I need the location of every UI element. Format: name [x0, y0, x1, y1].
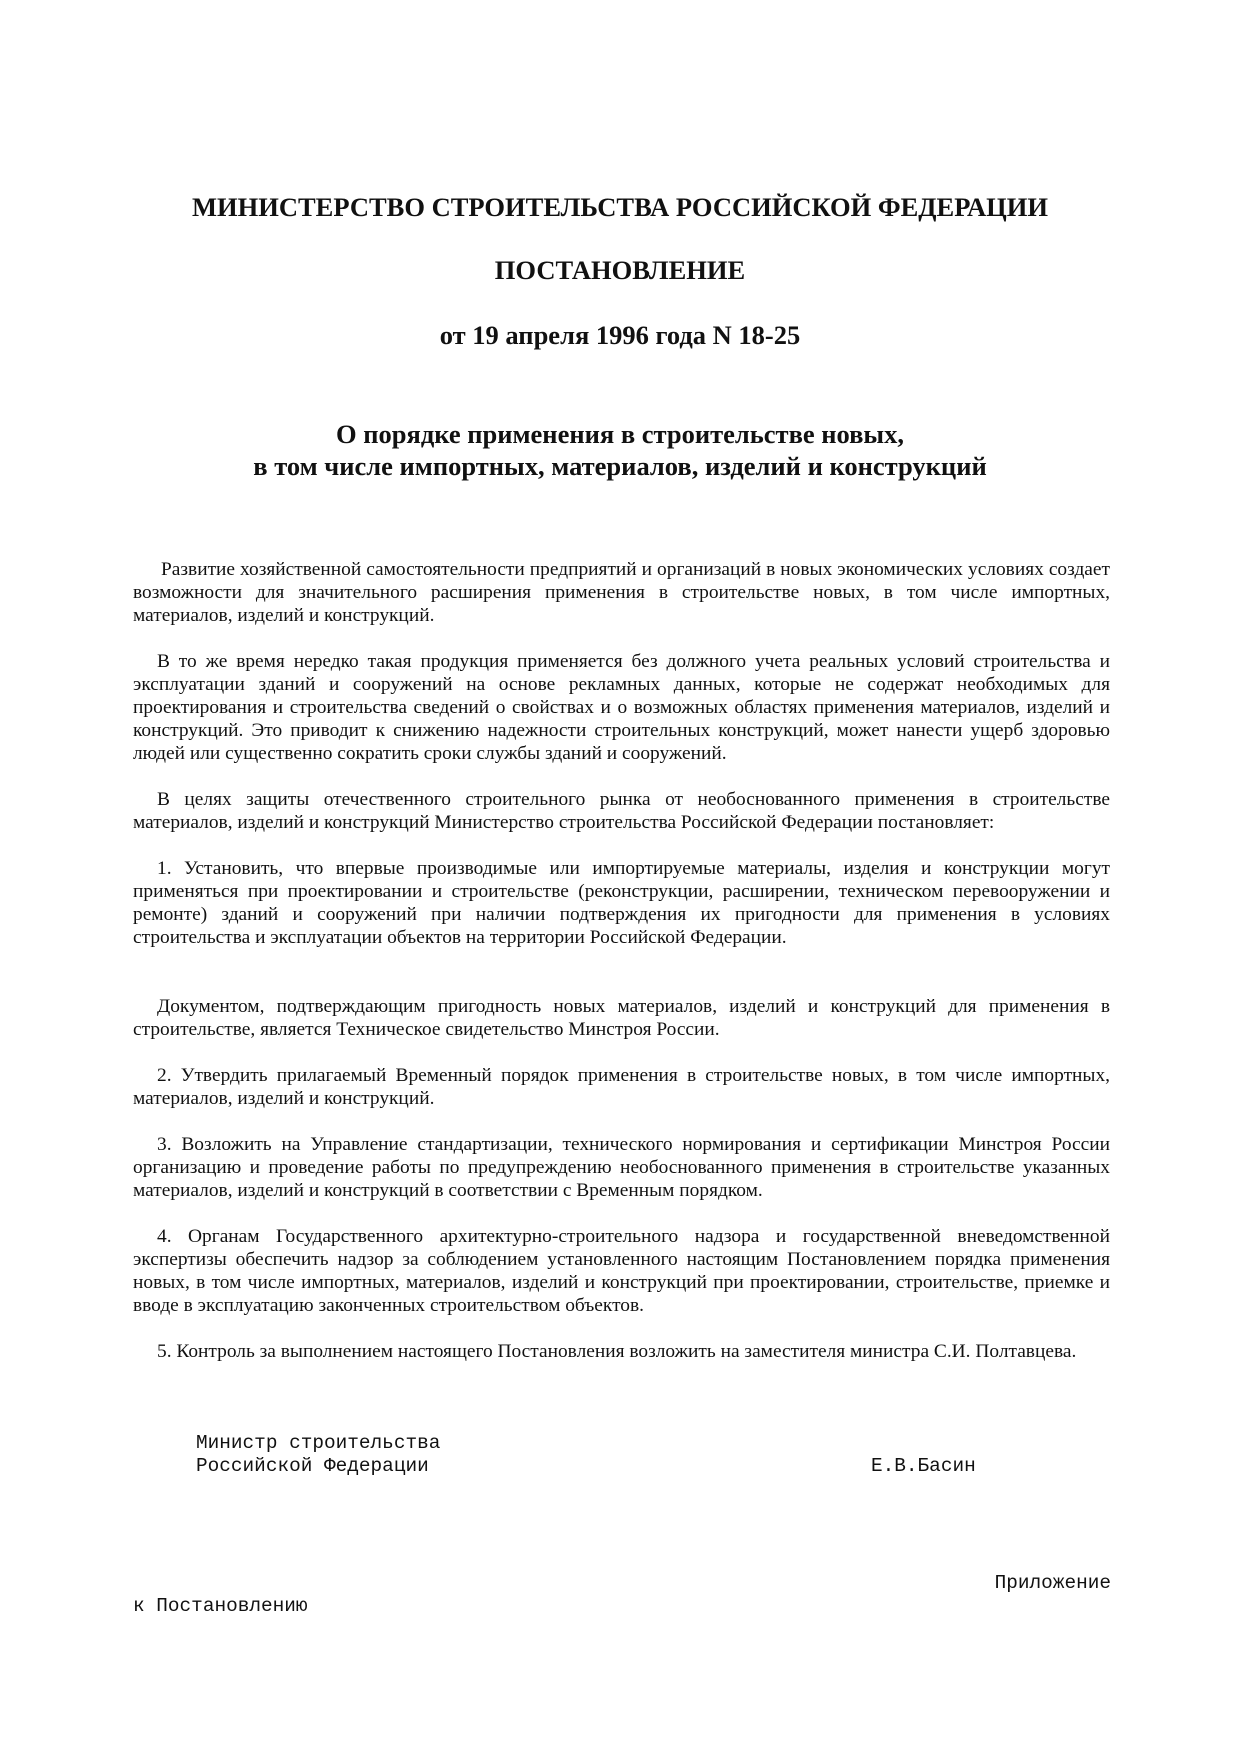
- paragraph-item-4: 4. Органам Государственного архитектурно-строительного надзора и государственной вневедомственной экспертизы обеспечить надзор за соблюдением установленного настоящим Постановлением порядка применения новых, в том числе импортных, материалов, изделий и конструкций при проектировании, строительстве, приемке и вводе в эксплуатацию законченных строительством объектов.: [133, 1226, 1110, 1316]
- document-title: [0, 418, 1240, 482]
- document-body: [133, 558, 1110, 1386]
- paragraph-item-2: 2. Утвердить прилагаемый Временный порядок применения в строительстве новых, в том числе импортных, материалов, изделий и конструкций.: [133, 1065, 1110, 1109]
- appendix-label: Приложение: [994, 1572, 1111, 1594]
- paragraph-item-1: 1. Установить, что впервые производимые или импортируемые материалы, изделия и конструкции могут применяться при проектировании и строительстве (реконструкции, расширении, техническом перевооружении и ремонте) зданий и сооружений при наличии подтверждения их пригодности для применения в условиях строительства и эксплуатации объектов на территории Российской Федерации.: [133, 858, 1110, 948]
- paragraph-intro: Развитие хозяйственной самостоятельности предприятий и организаций в новых экономических условиях создает возможности для значительного расширения применения в строительстве новых, в том числе импортных, материалов, изделий и конструкций.: [133, 559, 1110, 626]
- paragraph-problem: В то же время нередко такая продукция применяется без должного учета реальных условий строительства и эксплуатации зданий и сооружений на основе рекламных данных, которые не содержат необходимых для проектирования и строительства сведений о свойствах и о возможных областях применения материалов, изделий и конструкций. Это приводит к снижению надежности строительных конструкций, может нанести ущерб здоровью людей или существенно сократить сроки службы зданий и сооружений.: [133, 651, 1110, 764]
- signature-name: Е.В.Басин: [871, 1455, 976, 1477]
- paragraph-item-5: 5. Контроль за выполнением настоящего Постановления возложить на заместителя министра С.И. Полтавцева.: [157, 1341, 1077, 1362]
- signature-position-line-2: Российской Федерации: [196, 1455, 429, 1477]
- paragraph-item-3: 3. Возложить на Управление стандартизации, технического нормирования и сертификации Минстроя России организацию и проведение работы по предупреждению необоснованного применения в строительстве указанных материалов, изделий и конструкций в соответствии с Временным порядком.: [133, 1134, 1110, 1201]
- signature-position-line-1: Министр строительства: [196, 1432, 441, 1454]
- document-type-heading: ПОСТАНОВЛЕНИЕ: [494, 255, 746, 285]
- ministry-heading: МИНИСТЕРСТВО СТРОИТЕЛЬСТВА РОССИЙСКОЙ ФЕДЕРАЦИИ: [192, 192, 1048, 222]
- document-title-line-2: в том числе импортных, материалов, изделий и конструкций: [253, 451, 987, 481]
- document-title-line-1: О порядке применения в строительстве новых,: [335, 419, 905, 449]
- paragraph-resolution-preamble: В целях защиты отечественного строительного рынка от необоснованного применения в строительстве материалов, изделий и конструкций Министерство строительства Российской Федерации постановляет:: [133, 789, 1110, 833]
- date-number-heading: от 19 апреля 1996 года N 18-25: [439, 320, 801, 350]
- appendix-reference: к Постановлению: [133, 1595, 308, 1617]
- paragraph-item-1-document: Документом, подтверждающим пригодность новых материалов, изделий и конструкций для применения в строительстве, является Техническое свидетельство Минстроя России.: [133, 996, 1110, 1040]
